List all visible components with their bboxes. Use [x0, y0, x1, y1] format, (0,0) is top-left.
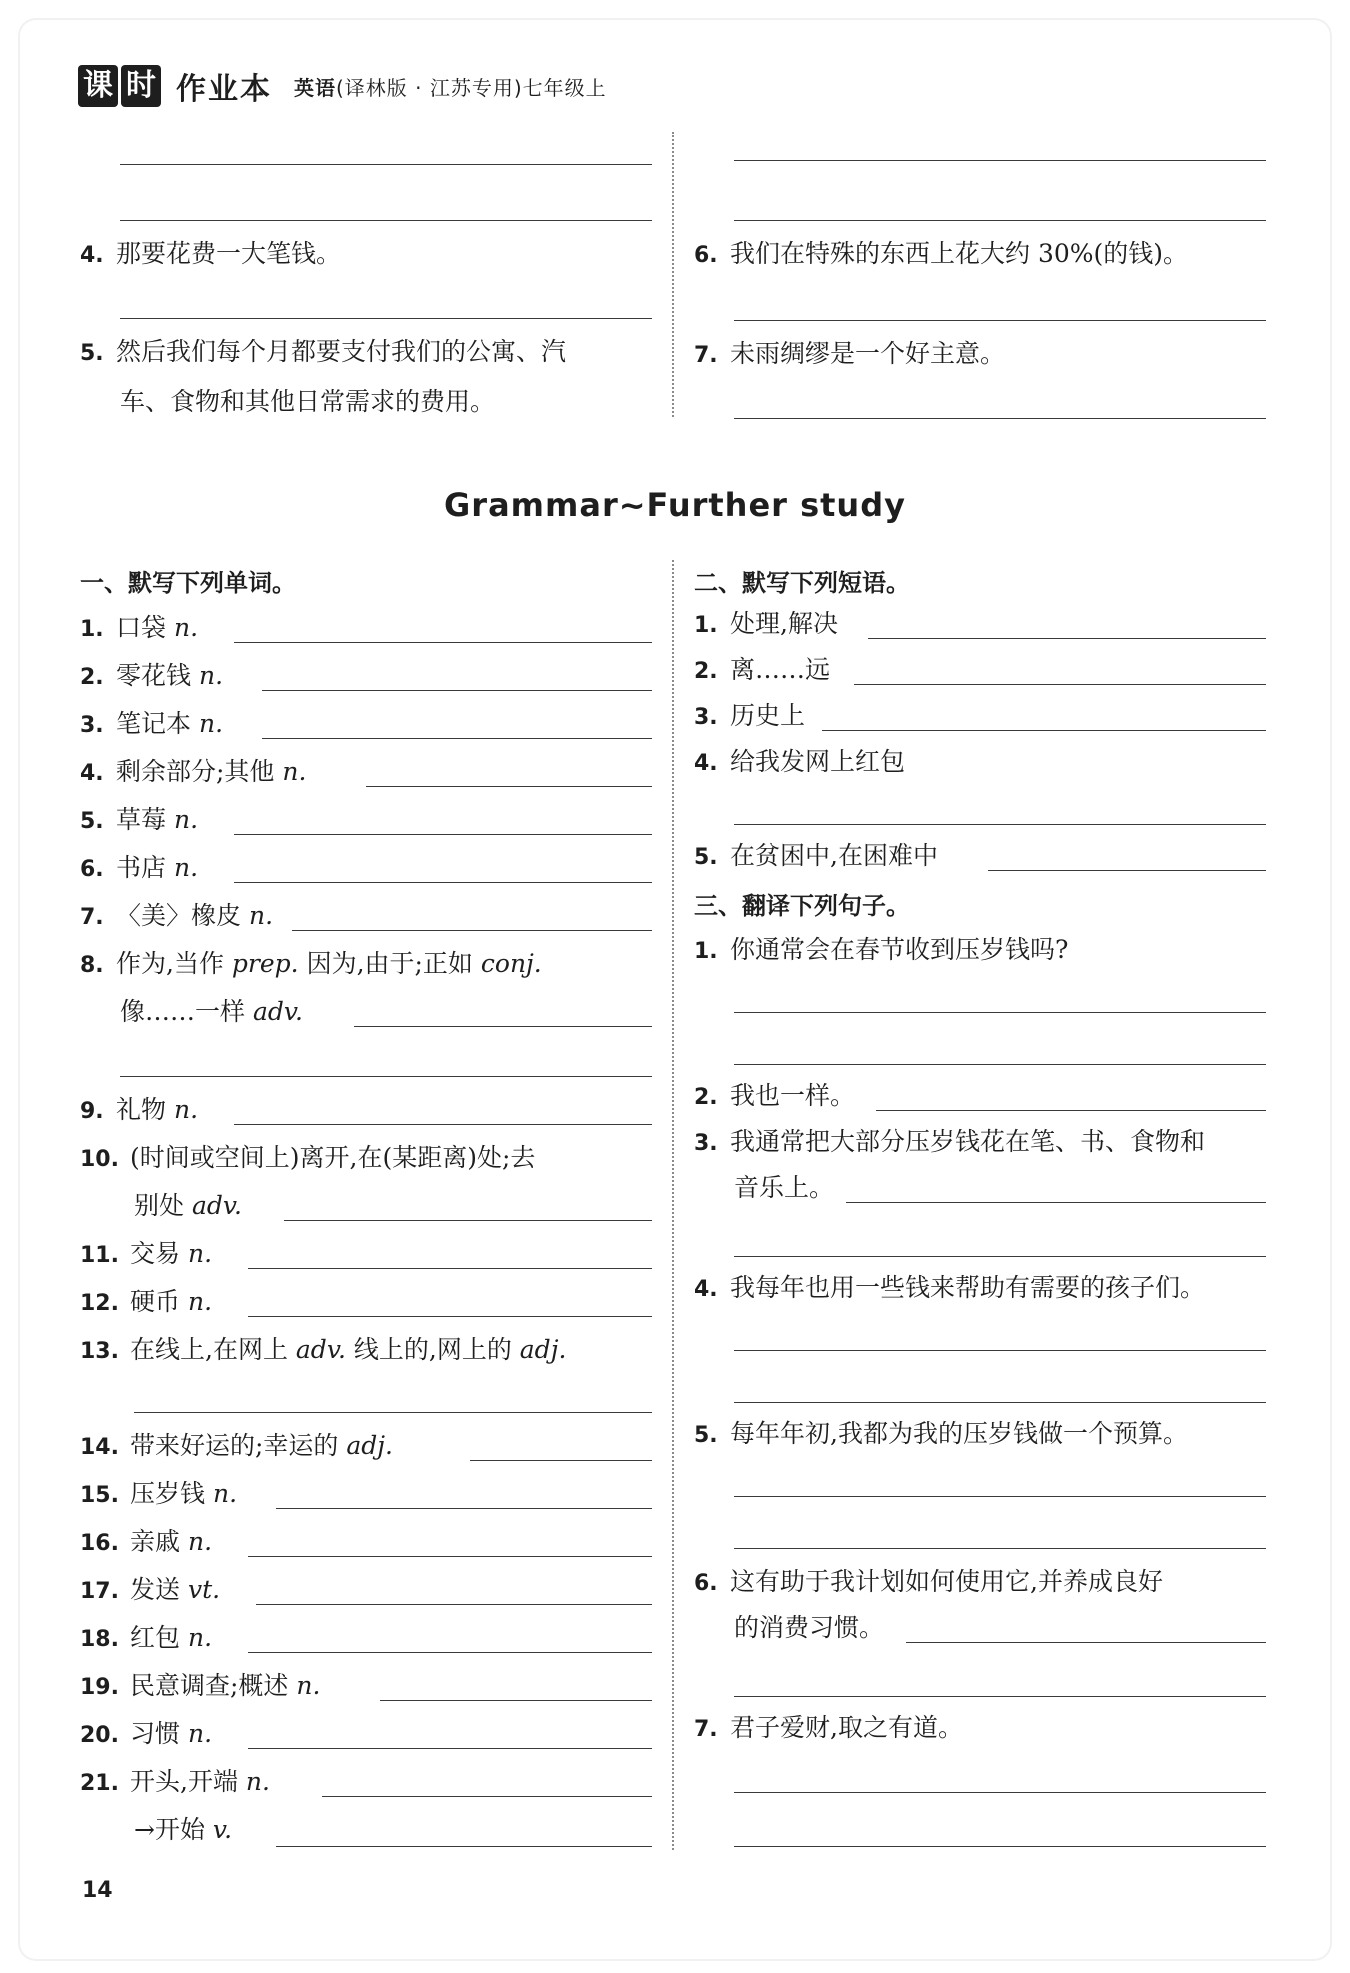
sentence-item — [694, 1126, 1205, 1160]
word-prompt: 笔记本 — [116, 709, 192, 738]
question-number: 7. — [80, 905, 104, 930]
edition: (译林版 · 江苏专用)七年级上 — [336, 75, 607, 100]
part-of-speech: n. — [173, 1095, 199, 1124]
question-number: 9. — [80, 1099, 104, 1124]
question-number: 7. — [694, 343, 718, 368]
answer-line[interactable] — [734, 1064, 1266, 1065]
question-number: 3. — [694, 1131, 718, 1156]
word-prompt: 作为,当作 — [116, 949, 224, 978]
word-prompt: 线上的,网上的 — [353, 1335, 512, 1364]
answer-line[interactable] — [734, 824, 1266, 825]
answer-line[interactable] — [234, 834, 652, 835]
word-item — [80, 756, 306, 790]
answer-line[interactable] — [248, 1268, 652, 1269]
answer-line[interactable] — [734, 1350, 1266, 1351]
question-number: 17. — [80, 1579, 119, 1604]
part-of-speech: n. — [173, 805, 199, 834]
question-number: 5. — [694, 1423, 718, 1448]
top-q4 — [80, 238, 341, 272]
phrase-prompt: 在贫困中,在困难中 — [730, 841, 938, 870]
word-prompt: 发送 — [130, 1575, 181, 1604]
page-header — [78, 62, 607, 110]
sentence-item — [694, 1418, 1188, 1452]
answer-line[interactable] — [256, 1604, 652, 1605]
part-of-speech: n. — [187, 1527, 213, 1556]
answer-line[interactable] — [734, 1256, 1266, 1257]
question-number: 4. — [80, 761, 104, 786]
word-prompt: 礼物 — [116, 1095, 167, 1124]
word-prompt: 硬币 — [130, 1287, 181, 1316]
question-number: 3. — [694, 705, 718, 730]
answer-line[interactable] — [380, 1700, 652, 1701]
answer-line[interactable] — [354, 1026, 652, 1027]
sentence-item-cont: 音乐上。 — [734, 1173, 835, 1202]
word-prompt: 开头,开端 — [130, 1767, 238, 1796]
word-prompt: 零花钱 — [116, 661, 192, 690]
word-item — [80, 804, 198, 838]
word-prompt: 别处 — [134, 1191, 185, 1220]
part-of-speech: n. — [187, 1239, 213, 1268]
phrase-item — [694, 608, 838, 642]
answer-line[interactable] — [366, 786, 652, 787]
top-q6 — [694, 238, 1188, 272]
logo-char: 课 — [78, 65, 118, 107]
answer-line[interactable] — [248, 1652, 652, 1653]
phrase-item — [694, 746, 905, 780]
word-item — [80, 1094, 198, 1128]
answer-line[interactable] — [248, 1556, 652, 1557]
phrase-item — [694, 654, 830, 688]
answer-line[interactable] — [734, 160, 1266, 161]
top-q7 — [694, 338, 1005, 372]
answer-line[interactable] — [262, 738, 652, 739]
part-of-speech: adj. — [346, 1431, 393, 1460]
word-prompt: 交易 — [130, 1239, 181, 1268]
part1-heading: 一、默写下列单词。 — [80, 569, 296, 597]
word-item-cont — [134, 1814, 232, 1846]
book-title: 作业本 — [176, 72, 272, 107]
question-number: 13. — [80, 1339, 119, 1364]
question-number: 21. — [80, 1771, 119, 1796]
question-number: 8. — [80, 953, 104, 978]
answer-line[interactable] — [734, 1696, 1266, 1697]
question-number: 6. — [694, 1571, 718, 1596]
book-subtitle — [294, 72, 607, 101]
question-text: 我们在特殊的东西上花大约 30%(的钱)。 — [730, 239, 1189, 268]
word-item — [80, 1478, 237, 1512]
word-prompt: (时间或空间上)离开,在(某距离)处;去 — [130, 1143, 536, 1172]
sentence-item — [694, 1566, 1163, 1600]
question-number: 20. — [80, 1723, 119, 1748]
answer-line[interactable] — [868, 638, 1266, 639]
word-item — [80, 1142, 535, 1176]
phrase-item — [694, 840, 938, 874]
word-prompt: 习惯 — [130, 1719, 181, 1748]
question-text: 那要花费一大笔钱。 — [116, 239, 342, 268]
answer-line[interactable] — [276, 1508, 652, 1509]
word-item — [80, 1766, 270, 1800]
answer-line[interactable] — [234, 1124, 652, 1125]
part-of-speech: adv. — [295, 1335, 346, 1364]
word-item — [80, 1430, 393, 1464]
answer-line[interactable] — [854, 684, 1266, 685]
answer-line[interactable] — [248, 1748, 652, 1749]
answer-line[interactable] — [234, 882, 652, 883]
part-of-speech: prep. — [231, 949, 299, 978]
answer-line[interactable] — [734, 1846, 1266, 1847]
answer-line[interactable] — [322, 1796, 652, 1797]
question-number: 6. — [80, 857, 104, 882]
answer-line[interactable] — [734, 1012, 1266, 1013]
phrase-prompt: 处理,解决 — [730, 609, 838, 638]
question-number: 11. — [80, 1243, 119, 1268]
word-prompt: 在线上,在网上 — [130, 1335, 288, 1364]
word-prompt: 民意调查;概述 — [130, 1671, 289, 1700]
word-item — [80, 1334, 566, 1368]
answer-line[interactable] — [234, 642, 652, 643]
question-number: 10. — [80, 1147, 119, 1172]
question-number: 19. — [80, 1675, 119, 1700]
logo-char: 时 — [121, 65, 161, 107]
word-item-cont — [134, 1190, 242, 1222]
word-item — [80, 1718, 212, 1752]
answer-line[interactable] — [120, 318, 652, 319]
question-number: 4. — [80, 243, 104, 268]
word-prompt: 口袋 — [116, 613, 167, 642]
part-of-speech: n. — [173, 853, 199, 882]
word-item — [80, 612, 198, 646]
word-item — [80, 900, 273, 934]
sentence-item-cont: 的消费习惯。 — [734, 1613, 885, 1642]
question-number: 5. — [80, 341, 104, 366]
answer-line[interactable] — [734, 320, 1266, 321]
part-of-speech: n. — [248, 901, 274, 930]
question-number: 5. — [80, 809, 104, 834]
word-item — [80, 1574, 220, 1608]
word-prompt: 像……一样 — [120, 997, 246, 1026]
part-of-speech: conj. — [480, 949, 542, 978]
answer-line[interactable] — [734, 1792, 1266, 1793]
phrase-prompt: 历史上 — [730, 701, 806, 730]
part-of-speech: adv. — [252, 997, 303, 1026]
answer-line[interactable] — [734, 418, 1266, 419]
answer-line[interactable] — [284, 1220, 652, 1221]
subject: 英语 — [294, 75, 336, 100]
question-number: 7. — [694, 1717, 718, 1742]
word-prompt: 因为,由于;正如 — [306, 949, 473, 978]
top-q5 — [80, 336, 566, 370]
question-number: 2. — [80, 665, 104, 690]
question-text: 未雨绸缪是一个好主意。 — [730, 339, 1006, 368]
sentence-item — [694, 934, 1068, 968]
answer-line[interactable] — [822, 730, 1266, 731]
sentence-prompt: 君子爱财,取之有道。 — [730, 1713, 963, 1742]
word-prompt: 书店 — [116, 853, 167, 882]
word-prompt: 亲戚 — [130, 1527, 181, 1556]
word-item — [80, 660, 223, 694]
word-item — [80, 852, 198, 886]
sentence-prompt: 我也一样。 — [730, 1081, 856, 1110]
answer-line[interactable] — [248, 1316, 652, 1317]
question-number: 6. — [694, 243, 718, 268]
question-number: 1. — [694, 939, 718, 964]
question-number: 1. — [80, 617, 104, 642]
part-of-speech: n. — [282, 757, 307, 786]
word-item — [80, 1286, 212, 1320]
question-number: 4. — [694, 751, 718, 776]
answer-line[interactable] — [276, 1846, 652, 1847]
part-of-speech: adj. — [519, 1335, 567, 1364]
section-title: Grammar~Further study — [444, 486, 906, 524]
answer-line[interactable] — [120, 164, 652, 165]
question-number: 4. — [694, 1277, 718, 1302]
sentence-prompt: 这有助于我计划如何使用它,并养成良好 — [730, 1567, 1163, 1596]
question-number: 2. — [694, 1085, 718, 1110]
page-number: 14 — [82, 1878, 113, 1903]
question-number: 3. — [80, 713, 104, 738]
sentence-item — [694, 1080, 855, 1114]
sentence-item — [694, 1712, 963, 1746]
word-prompt: 〈美〉橡皮 — [116, 901, 242, 930]
word-prompt: →开始 — [134, 1815, 205, 1844]
part-of-speech: n. — [245, 1767, 270, 1796]
part-of-speech: n. — [198, 661, 224, 690]
answer-line[interactable] — [292, 930, 652, 931]
part-of-speech: adv. — [191, 1191, 242, 1220]
column-divider-top — [672, 132, 674, 417]
question-text: 然后我们每个月都要支付我们的公寓、汽 — [116, 337, 567, 366]
phrase-item — [694, 700, 805, 734]
part3-heading: 三、翻译下列句子。 — [694, 892, 910, 920]
answer-line[interactable] — [262, 690, 652, 691]
answer-line[interactable] — [988, 870, 1266, 871]
answer-line[interactable] — [734, 220, 1266, 221]
part-of-speech: n. — [187, 1719, 213, 1748]
phrase-prompt: 给我发网上红包 — [730, 747, 906, 776]
question-number: 2. — [694, 659, 718, 684]
word-prompt: 剩余部分;其他 — [116, 757, 275, 786]
sentence-prompt: 我通常把大部分压岁钱花在笔、书、食物和 — [730, 1127, 1206, 1156]
part-of-speech: n. — [198, 709, 224, 738]
part-of-speech: vt. — [187, 1575, 221, 1604]
part-of-speech: n. — [187, 1623, 213, 1652]
answer-line[interactable] — [120, 1076, 652, 1077]
sentence-prompt: 你通常会在春节收到压岁钱吗? — [730, 935, 1069, 964]
answer-line[interactable] — [734, 1548, 1266, 1549]
question-number: 15. — [80, 1483, 119, 1508]
part2-heading: 二、默写下列短语。 — [694, 569, 910, 597]
phrase-prompt: 离……远 — [730, 655, 831, 684]
part-of-speech: n. — [187, 1287, 213, 1316]
answer-line[interactable] — [120, 220, 652, 221]
part-of-speech: v. — [212, 1815, 233, 1844]
answer-line[interactable] — [734, 1402, 1266, 1403]
word-item — [80, 1526, 212, 1560]
word-item — [80, 1622, 212, 1656]
column-divider-main — [672, 560, 674, 1850]
answer-line[interactable] — [876, 1110, 1266, 1111]
part-of-speech: n. — [173, 613, 199, 642]
word-item — [80, 1238, 212, 1272]
word-item — [80, 1670, 320, 1704]
question-number: 14. — [80, 1435, 119, 1460]
word-prompt: 红包 — [130, 1623, 181, 1652]
question-number: 1. — [694, 613, 718, 638]
sentence-prompt: 每年年初,我都为我的压岁钱做一个预算。 — [730, 1419, 1188, 1448]
word-prompt: 压岁钱 — [130, 1479, 206, 1508]
part-of-speech: n. — [296, 1671, 321, 1700]
word-prompt: 带来好运的;幸运的 — [130, 1431, 339, 1460]
series-logo — [78, 65, 164, 107]
sentence-prompt: 我每年也用一些钱来帮助有需要的孩子们。 — [730, 1273, 1206, 1302]
top-q5-line2: 车、食物和其他日常需求的费用。 — [120, 387, 496, 416]
word-item — [80, 708, 223, 742]
answer-line[interactable] — [134, 1412, 652, 1413]
answer-line[interactable] — [734, 1496, 1266, 1497]
question-number: 16. — [80, 1531, 119, 1556]
question-number: 5. — [694, 845, 718, 870]
word-item-cont — [120, 996, 303, 1028]
word-prompt: 草莓 — [116, 805, 167, 834]
answer-line[interactable] — [846, 1202, 1266, 1203]
part-of-speech: n. — [212, 1479, 238, 1508]
word-item — [80, 948, 542, 982]
sentence-item — [694, 1272, 1205, 1306]
answer-line[interactable] — [470, 1460, 652, 1461]
question-number: 12. — [80, 1291, 119, 1316]
answer-line[interactable] — [906, 1642, 1266, 1643]
question-number: 18. — [80, 1627, 119, 1652]
